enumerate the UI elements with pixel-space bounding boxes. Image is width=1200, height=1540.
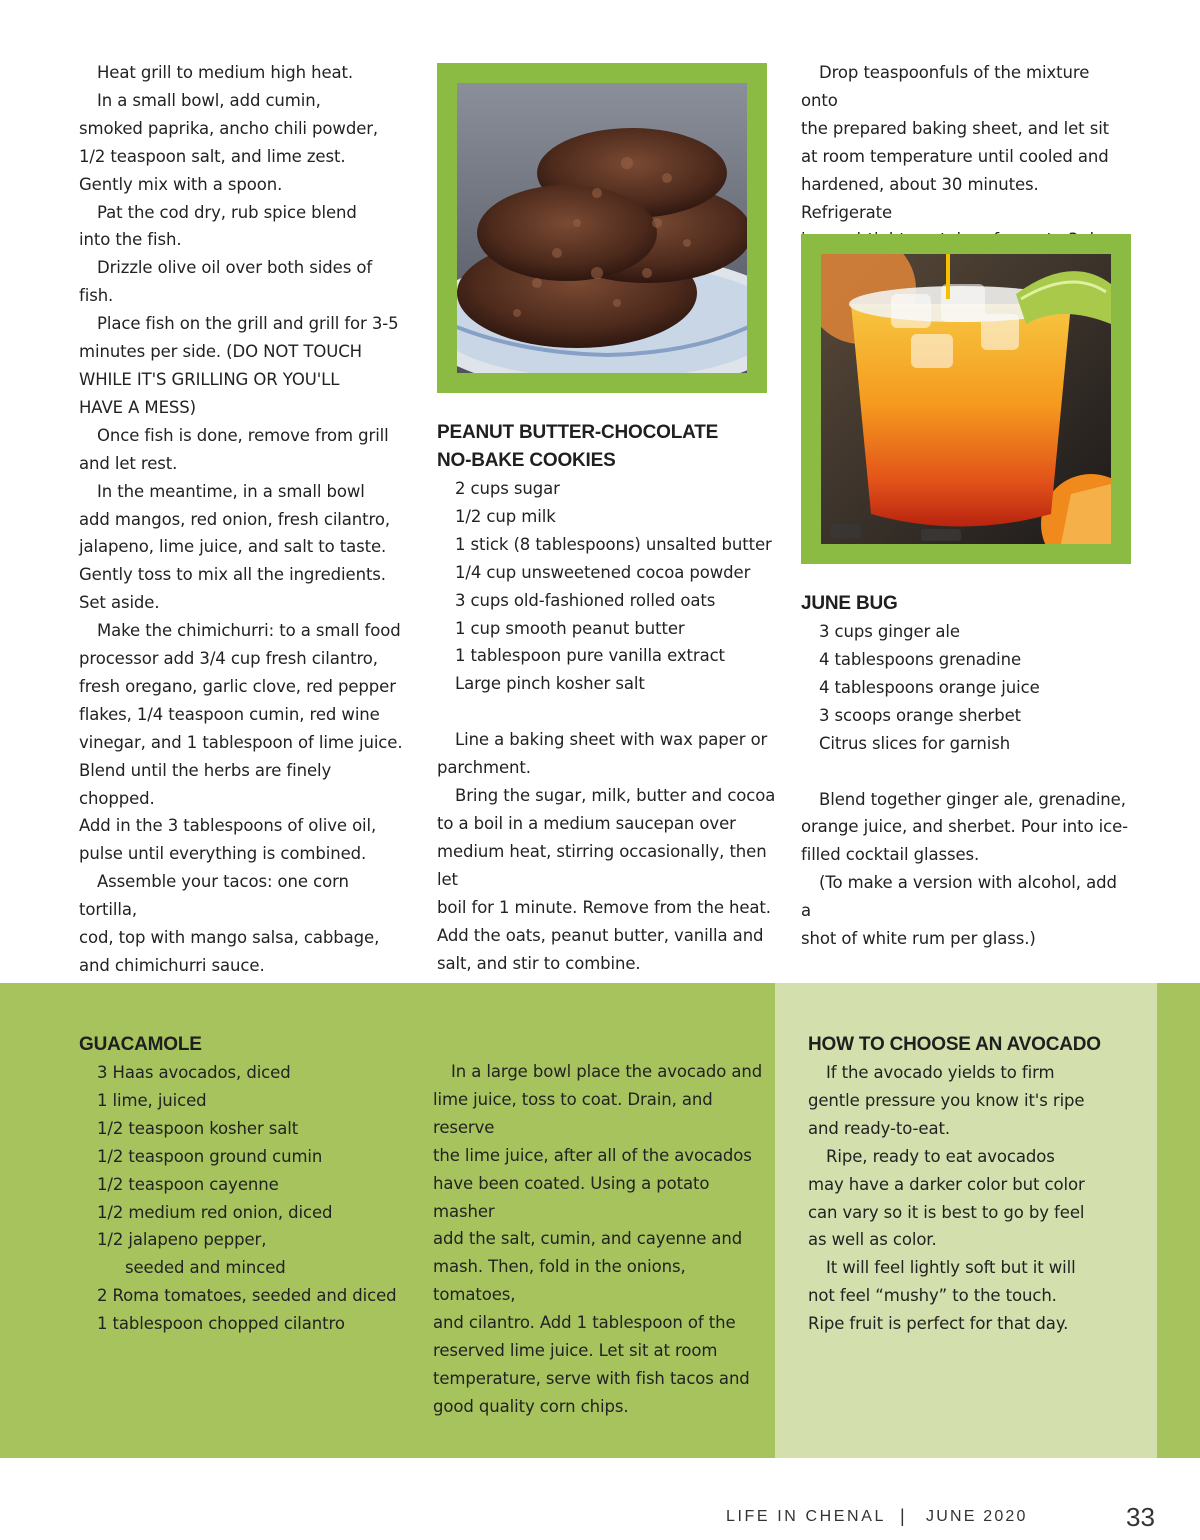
tip-paragraph-line: It will feel lightly soft but it will — [826, 1258, 1076, 1278]
ingredient-item: Citrus slices for garnish — [819, 733, 1011, 753]
instruction-step-line: Gently mix with a spoon. — [79, 174, 283, 194]
instruction-step-line: jalapeno, lime juice, and salt to taste. — [79, 537, 387, 557]
june-bug-title: JUNE BUG — [801, 593, 898, 614]
tip-paragraph — [808, 1059, 1148, 1143]
instruction-step-line: good quality corn chips. — [433, 1396, 629, 1416]
instruction-step-line: Add the oats, peanut butter, vanilla and — [437, 925, 764, 945]
guacamole-ingredients — [79, 1031, 409, 1338]
tip-paragraph-line: may have a darker color but color — [808, 1174, 1085, 1194]
instruction-step-line: filled cocktail glasses. — [801, 845, 980, 865]
cookies-title: NO-BAKE COOKIES — [437, 450, 616, 471]
instruction-step-line: medium heat, stirring occasionally, then let — [437, 841, 767, 889]
ingredient-item: 1/2 cup milk — [455, 506, 556, 526]
instruction-step — [79, 87, 409, 199]
instruction-step-line: Make the chimichurri: to a small food — [97, 621, 401, 641]
instruction-step-line: at room temperature until cooled and — [801, 146, 1109, 166]
instruction-step-line: Blend together ginger ale, grenadine, — [819, 789, 1126, 809]
instruction-step — [79, 199, 409, 255]
instruction-step — [79, 868, 409, 980]
ingredient-item-line: 1/2 teaspoon ground cumin — [97, 1146, 323, 1166]
cookies-recipe-continued — [801, 59, 1131, 254]
instruction-step-line: (To make a version with alcohol, add a — [801, 873, 1117, 921]
guacamole-instructions — [433, 1058, 773, 1421]
ingredient-item-line: 1/2 medium red onion, diced — [97, 1202, 333, 1222]
instruction-step-line: parchment. — [437, 758, 531, 778]
cookies-photo-frame — [437, 63, 767, 393]
instruction-step — [79, 254, 409, 310]
instruction-step — [79, 422, 409, 478]
instruction-step-line: hardened, about 30 minutes. Refrigerate — [801, 174, 1039, 222]
instruction-step-line: cod, top with mango salsa, cabbage, — [79, 928, 380, 948]
instruction-step-line: HAVE A MESS) — [79, 397, 196, 417]
instruction-step-line: have been coated. Using a potato masher — [433, 1173, 710, 1221]
tip-paragraph — [808, 1254, 1148, 1338]
tip-paragraph-line: Ripe, ready to eat avocados — [826, 1146, 1055, 1166]
ingredient-item: 3 scoops orange sherbet — [819, 705, 1022, 725]
avocado-tips — [808, 1031, 1148, 1338]
cookies-title: PEANUT BUTTER-CHOCOLATE — [437, 422, 719, 443]
instruction-step-line: Pat the cod dry, rub spice blend — [97, 202, 357, 222]
issue-date: JUNE 2020 — [926, 1508, 1028, 1525]
instruction-step-line: temperature, serve with fish tacos and — [433, 1368, 750, 1388]
instruction-step — [437, 726, 777, 782]
footer-separator: | — [900, 1506, 905, 1526]
instruction-step-line: WHILE IT'S GRILLING OR YOU'LL — [79, 369, 340, 389]
instruction-step-line: into the fish. — [79, 230, 182, 250]
ingredient-item: 1 cup smooth peanut butter — [455, 618, 685, 638]
ingredient-item: 1/4 cup unsweetened cocoa powder — [455, 562, 751, 582]
fish-tacos-instructions — [79, 59, 409, 1036]
instruction-step — [801, 786, 1131, 870]
ingredient-item-line: 2 Roma tomatoes, seeded and diced — [97, 1286, 397, 1306]
instruction-step-line: Place fish on the grill and grill for 3-5 — [97, 314, 399, 334]
ingredient-item-line: 1 tablespoon chopped cilantro — [97, 1314, 345, 1334]
instruction-step-line: Gently toss to mix all the ingredients. — [79, 565, 386, 585]
instruction-step-line: orange juice, and sherbet. Pour into ice- — [801, 817, 1128, 837]
ingredient-item — [79, 1115, 409, 1143]
instruction-step — [801, 59, 1131, 254]
ingredient-item: 3 cups ginger ale — [819, 622, 960, 641]
instruction-step-line: add the salt, cumin, and cayenne and — [433, 1229, 743, 1249]
instruction-step-line: reserved lime juice. Let sit at room — [433, 1341, 718, 1361]
tip-paragraph-line: as well as color. — [808, 1230, 937, 1250]
instruction-step — [79, 617, 409, 868]
june-bug-photo-frame — [801, 234, 1131, 564]
instruction-step-line: boil for 1 minute. Remove from the heat. — [437, 897, 771, 917]
instruction-step-line: pulse until everything is combined. — [79, 844, 367, 864]
ingredient-item-line: 3 Haas avocados, diced — [97, 1063, 291, 1082]
instruction-step-line: vinegar, and 1 tablespoon of lime juice. — [79, 732, 403, 752]
ingredient-item-line: 1 lime, juiced — [97, 1090, 207, 1110]
june-bug-drink-image — [821, 254, 1111, 544]
instruction-step-line: flakes, 1/4 teaspoon cumin, red wine — [79, 704, 380, 724]
ingredient-item: 1 tablespoon pure vanilla extract — [455, 646, 725, 666]
instruction-step-line: salt, and stir to combine. — [437, 953, 641, 973]
tip-paragraph-line: not feel “mushy” to the touch. — [808, 1286, 1057, 1306]
tip-paragraph-line: gentle pressure you know it's ripe — [808, 1090, 1085, 1110]
tip-paragraph — [808, 1143, 1148, 1255]
instruction-step-line: Assemble your tacos: one corn tortilla, — [79, 872, 349, 920]
page-number: 33 — [1126, 1502, 1155, 1532]
tip-paragraph-line: and ready-to-eat. — [808, 1118, 950, 1138]
ingredient-item: 3 cups old-fashioned rolled oats — [455, 590, 716, 610]
ingredient-item-line: 1/2 teaspoon cayenne — [97, 1174, 279, 1194]
ingredient-item — [79, 1059, 409, 1087]
instruction-step — [79, 310, 409, 422]
instruction-step-line: 1/2 teaspoon salt, and lime zest. — [79, 146, 346, 166]
instruction-step-line: add mangos, red onion, fresh cilantro, — [79, 509, 390, 529]
instruction-step-line: fresh oregano, garlic clove, red pepper — [79, 676, 396, 696]
spacer — [437, 698, 777, 726]
guacamole-title: GUACAMOLE — [79, 1034, 202, 1055]
ingredient-item-line: 1/2 jalapeno pepper, — [97, 1230, 267, 1250]
instruction-step-line: and let rest. — [79, 453, 178, 473]
ingredient-item-line: 1/2 teaspoon kosher salt — [97, 1118, 299, 1138]
ingredient-item: 2 cups sugar — [455, 479, 560, 498]
instruction-step-line: the prepared baking sheet, and let sit — [801, 118, 1110, 138]
instruction-step-line: and cilantro. Add 1 tablespoon of the — [433, 1313, 736, 1333]
avocado-tips-title: HOW TO CHOOSE AN AVOCADO — [808, 1034, 1101, 1055]
instruction-step-line: In the meantime, in a small bowl — [97, 481, 365, 501]
instruction-step — [433, 1058, 773, 1421]
june-bug-recipe — [801, 590, 1131, 953]
tip-paragraph-line: Ripe fruit is perfect for that day. — [808, 1314, 1069, 1334]
chocolate-cookies-image — [457, 83, 747, 373]
spacer — [801, 758, 1131, 786]
instruction-step — [437, 782, 777, 977]
ingredient-item — [79, 1171, 409, 1199]
tip-paragraph-line: If the avocado yields to firm — [826, 1063, 1055, 1082]
ingredient-item: 4 tablespoons grenadine — [819, 649, 1022, 669]
instruction-step-line: Drop teaspoonfuls of the mixture onto — [801, 63, 1090, 110]
instruction-step-line: processor add 3/4 cup fresh cilantro, — [79, 649, 378, 669]
instruction-step-line: Bring the sugar, milk, butter and cocoa — [455, 786, 776, 806]
instruction-step — [801, 869, 1131, 953]
ingredient-item — [79, 1143, 409, 1171]
instruction-step-line: Blend until the herbs are finely chopped. — [79, 760, 332, 808]
ingredient-item: 1 stick (8 tablespoons) unsalted butter — [455, 534, 772, 554]
instruction-step-line: shot of white rum per glass.) — [801, 929, 1036, 949]
instruction-step-line: Add in the 3 tablespoons of olive oil, — [79, 816, 377, 836]
ingredient-item — [79, 1199, 409, 1227]
instruction-step-line: Line a baking sheet with wax paper or — [455, 730, 768, 750]
tip-paragraph-line: can vary so it is best to go by feel — [808, 1202, 1085, 1222]
instruction-step-line: to a boil in a medium saucepan over — [437, 813, 736, 833]
instruction-step-line: In a small bowl, add cumin, — [97, 90, 321, 110]
instruction-step-line: the lime juice, after all of the avocados — [433, 1145, 752, 1165]
instruction-step-line: minutes per side. (DO NOT TOUCH — [79, 342, 362, 362]
instruction-step-line: lime juice, toss to coat. Drain, and reserve — [433, 1089, 713, 1137]
instruction-step-line: mash. Then, fold in the onions, tomatoes, — [433, 1257, 686, 1305]
ingredient-item — [79, 1310, 409, 1338]
instruction-step-line: Heat grill to medium high heat. — [97, 63, 354, 82]
instruction-step-line: Drizzle olive oil over both sides of fish. — [79, 258, 373, 306]
ingredient-item — [79, 1226, 409, 1282]
instruction-step — [79, 59, 409, 87]
ingredient-item — [79, 1087, 409, 1115]
publication-name: LIFE IN CHENAL — [726, 1508, 886, 1525]
ingredient-item — [79, 1282, 409, 1310]
cookies-recipe — [437, 419, 777, 977]
ingredient-item: Large pinch kosher salt — [455, 674, 645, 694]
instruction-step-line: In a large bowl place the avocado and — [451, 1062, 763, 1081]
instruction-step — [79, 478, 409, 618]
instruction-step-line: and chimichurri sauce. — [79, 956, 265, 975]
instruction-step-line: smoked paprika, ancho chili powder, — [79, 118, 379, 138]
instruction-step-line: Set aside. — [79, 593, 160, 613]
instruction-step-line: Once fish is done, remove from grill — [97, 425, 389, 445]
ingredient-item-line: seeded and minced — [125, 1258, 286, 1278]
ingredient-item: 4 tablespoons orange juice — [819, 677, 1040, 697]
